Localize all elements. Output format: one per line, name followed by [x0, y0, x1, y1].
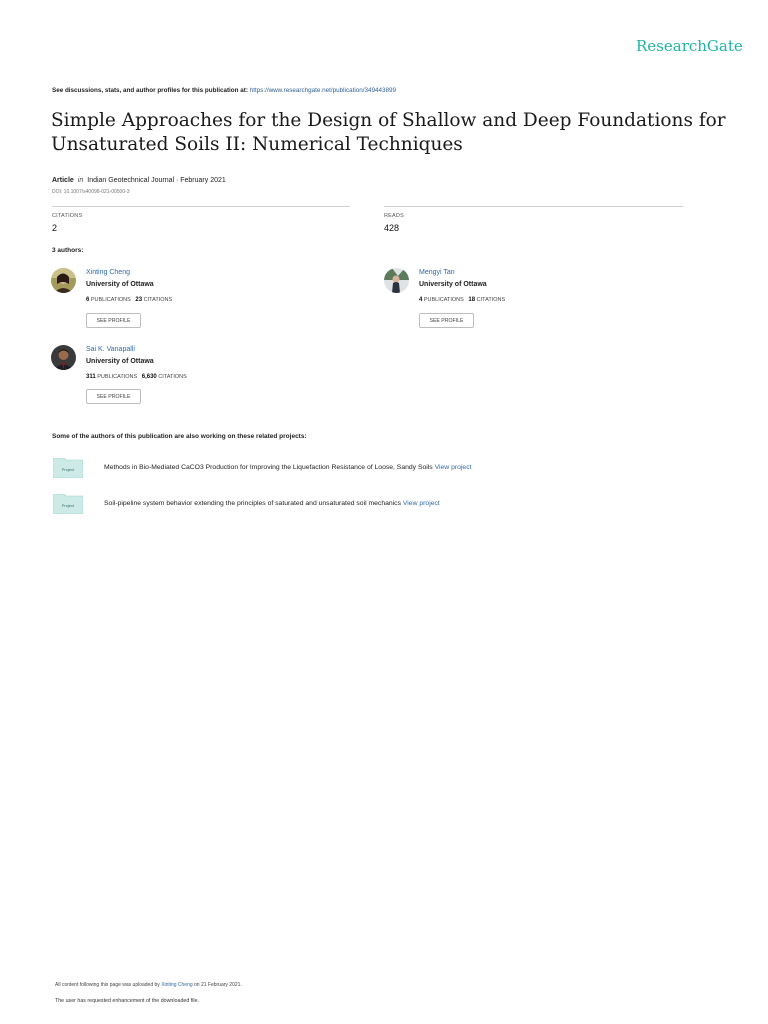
discussion-text: See discussions, stats, and author profiles for this publication at: [52, 87, 248, 94]
uploader-link[interactable]: Xinting Cheng [161, 982, 193, 988]
citation-label: CITATIONS [158, 374, 187, 380]
authors-heading: 3 authors: [52, 247, 84, 254]
view-project-link[interactable]: View project [402, 500, 440, 507]
publication-label: PUBLICATIONS [423, 297, 464, 303]
paper-title: Simple Approaches for the Design of Shallow and Deep Foundations for Unsaturated Soils II: Numerical Techniques [51, 110, 726, 155]
see-profile-button[interactable]: SEE PROFILE [419, 313, 474, 328]
project-title: Soil-pipeline system behavior extending the principles of saturated and unsaturated soil mechanics [104, 500, 401, 507]
author-institution: University of Ottawa [86, 281, 154, 288]
avatar-photo-icon [51, 268, 76, 293]
project-item [104, 500, 440, 507]
view-project-link[interactable]: View project [434, 464, 472, 471]
avatar[interactable] [51, 345, 76, 370]
citation-label: CITATIONS [143, 297, 173, 303]
reads-divider [384, 206, 683, 207]
author-name[interactable]: Sai K. Vanapalli [86, 346, 135, 353]
publication-url-link[interactable]: https://www.researchgate.net/publication/349443899 [249, 87, 397, 94]
citation-label: CITATIONS [476, 297, 506, 303]
discussion-line [52, 87, 396, 94]
citations-value: 2 [52, 223, 58, 233]
see-profile-button[interactable]: SEE PROFILE [86, 389, 141, 404]
citation-count: 6,630 [141, 374, 157, 380]
publication-label: PUBLICATIONS [90, 297, 131, 303]
reads-value: 428 [384, 223, 400, 233]
avatar[interactable] [51, 268, 76, 293]
citation-count: 18 [468, 297, 476, 303]
avatar-photo-icon [51, 345, 76, 370]
see-profile-button[interactable]: SEE PROFILE [86, 313, 141, 328]
publication-count: 6 [86, 297, 90, 303]
publication-label: PUBLICATIONS [97, 374, 138, 380]
author-stats [86, 374, 187, 380]
article-in: in [77, 177, 84, 184]
project-folder-icon[interactable] [53, 458, 83, 478]
upload-note [55, 982, 242, 988]
author-stats [419, 297, 505, 303]
author-stats [86, 297, 172, 303]
citations-label: CITATIONS [52, 213, 83, 219]
upload-suffix: on 21 February 2021. [194, 982, 242, 988]
author-name[interactable]: Xinting Cheng [86, 269, 130, 276]
upload-prefix: All content following this page was uploaded by [55, 982, 160, 988]
reads-label: READS [384, 213, 404, 219]
enhancement-note: The user has requested enhancement of the downloaded file. [55, 998, 199, 1004]
researchgate-logo[interactable]: ResearchGate [636, 37, 743, 55]
author-institution: University of Ottawa [419, 281, 487, 288]
publication-count: 311 [86, 374, 96, 380]
avatar[interactable] [384, 268, 409, 293]
doi: DOI: 10.1007/s40098-021-00500-3 [52, 189, 130, 195]
related-projects-heading: Some of the authors of this publication are also working on these related projects: [52, 433, 307, 440]
author-institution: University of Ottawa [86, 358, 154, 365]
citations-divider [52, 206, 350, 207]
publication-count: 4 [419, 297, 423, 303]
project-title: Methods in Bio-Mediated CaCO3 Production for Improving the Liquefaction Resistance of Loose, Sandy Soils [104, 464, 433, 471]
article-type: Article [52, 177, 74, 184]
article-meta [52, 177, 226, 184]
project-item [104, 464, 472, 471]
citation-count: 23 [135, 297, 143, 303]
project-icon-label: Project [61, 467, 75, 472]
author-name[interactable]: Mengyi Tan [419, 269, 455, 276]
avatar-photo-icon [384, 268, 409, 293]
project-folder-icon[interactable] [53, 494, 83, 514]
project-icon-label: Project [61, 503, 75, 508]
journal-name[interactable]: Indian Geotechnical Journal · February 2021 [87, 177, 226, 184]
